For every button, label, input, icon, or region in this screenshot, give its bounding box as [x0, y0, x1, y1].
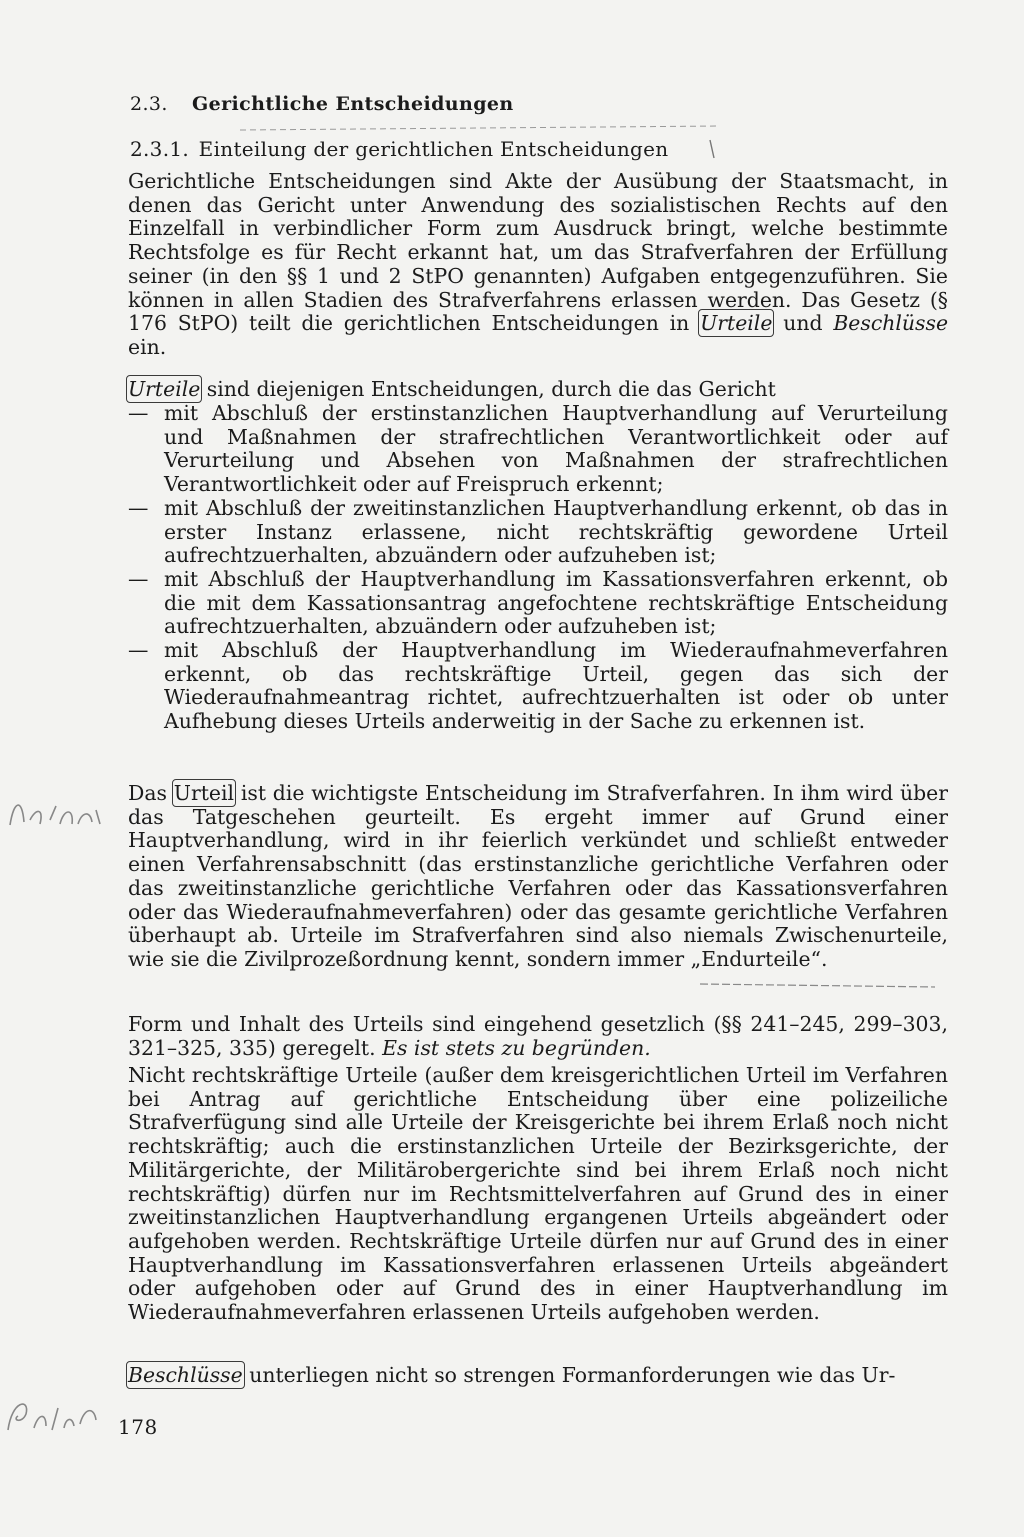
margin-pencil-mark — [0, 790, 120, 840]
urteile-term: Urteile — [128, 377, 201, 401]
underline-pencil-mark — [700, 978, 940, 992]
urteile-definition-text: sind diejenigen Entscheidungen, durch die das Gericht — [206, 377, 776, 401]
urteil-lead: Das — [128, 781, 167, 805]
beschluesse-text: unterliegen nicht so strengen Formanforderungen wie das Ur- — [249, 1363, 896, 1387]
urteil-paragraph — [128, 782, 948, 972]
section-heading — [130, 93, 514, 115]
intro-connector: und — [783, 311, 823, 336]
subsection-title: Einteilung der gerichtlichen Entscheidungen — [198, 137, 669, 161]
urteil-term: Urteil — [173, 781, 235, 805]
form-text: Form und Inhalt des Urteils sind eingehend gesetzlich (§§ 241–245, 299–303, 321–325, 335) geregelt. — [128, 1012, 948, 1060]
rechtskraft-paragraph — [128, 1064, 948, 1325]
urteile-list — [128, 402, 948, 734]
page-number: 178 — [118, 1415, 158, 1439]
list-item: — mit Abschluß der Hauptverhandlung im Kassationsverfahren erkennt, ob die mit dem Kassationsantrag angefochtene rechtskräftige Entscheidung aufrechtzuerhalten, abzuändern oder aufzuheben ist; — [128, 568, 948, 639]
form-italic: Es ist stets zu begründen. — [382, 1035, 651, 1060]
subsection-number: 2.3.1. — [130, 137, 190, 161]
beschluesse-paragraph — [128, 1364, 948, 1388]
underline-pencil-mark — [240, 122, 730, 162]
list-item: — mit Abschluß der erstinstanzlichen Hauptverhandlung auf Verurteilung und Maßnahmen der strafrechtlichen Verantwortlichkeit oder auf Verurteilung und Absehen von Maßnahmen der strafrechtlichen Verantwortlichkeit oder auf Freispruch erkennt; — [128, 402, 948, 497]
beschluesse-term: Beschlüsse — [128, 1363, 243, 1387]
urteil-text: ist die wichtigste Entscheidung im Strafverfahren. In ihm wird über das Tatgeschehen geurteilt. Es ergeht immer auf Grund einer Hauptverhandlung, wird in ihr feierlich verkündet und schließt entweder einen Verfahrensabschnitt (das erstinstanzliche gerichtliche Verfahren oder das zweitinstanzliche gerichtliche Verfahren oder das Kassationsverfahren oder das Wiederaufnahmeverfahren) oder das gesamte gerichtliche Verfahren überhaupt ab. Urteile im Strafverfahren sind also niemals Zwischenurteile, wie sie die Zivilprozeßordnung kennt, sondern immer „Endurteile“. — [128, 781, 948, 971]
section-title: Gerichtliche Entscheidungen — [192, 93, 514, 115]
margin-pencil-mark — [0, 1380, 120, 1450]
rechtskraft-text: Nicht rechtskräftige Urteile (außer dem kreisgerichtlichen Urteil im Verfahren bei Antrag auf gerichtliche Entscheidung über eine polizeiliche Strafverfügung sind alle Urteile der Kreisgerichte bei ihrem Erlaß noch nicht rechtskräftig; auch die erstinstanzlichen Urteile der Bezirksgerichte, der Militärgerichte, der Militärobergerichte sind bei ihrem Erlaß noch nicht rechtskräftig) dürfen nur im Rechtsmittelverfahren auf Grund des in einer zweitinstanzlichen Hauptverhandlung ergangenen Urteils abgeändert oder aufgehoben werden. Rechtskräftige Urteile dürfen nur auf Grund des in einer Hauptverhandlung im Kassationsverfahren erlassenen Urteils abgeändert oder aufgehoben oder auf Grund des in einer Hauptverhandlung im Wiederaufnahmeverfahren erlassenen Urteils aufgehoben werden. — [128, 1063, 948, 1325]
intro-end: ein. — [128, 334, 167, 359]
urteile-definition — [128, 378, 948, 402]
form-paragraph — [128, 1013, 948, 1060]
section-number: 2.3. — [130, 93, 168, 115]
intro-text: Gerichtliche Entscheidungen sind Akte der Ausübung der Staatsmacht, in denen das Gericht unter Anwendung des sozialistischen Rechts auf den Einzelfall in verbindlicher Form zum Ausdruck bringt, welche bestimmte Rechtsfolge es für Recht erkannt hat, um das Strafverfahren der Erfüllung seiner (in den §§ 1 und 2 StPO genannten) Aufgaben entgegenzuführen. Sie können in allen Stadien des Strafverfahrens erlassen werden. Das Gesetz (§ 176 StPO) teilt die gerichtlichen Entscheidungen in — [128, 169, 948, 336]
intro-paragraph — [128, 170, 948, 360]
term-beschluesse: Beschlüsse — [833, 311, 949, 336]
list-item: — mit Abschluß der zweitinstanzlichen Hauptverhandlung erkennt, ob das in erster Instanz erlassene, nicht rechtskräftig gewordene Urteil aufrechtzuerhalten, abzuändern oder aufzuheben ist; — [128, 497, 948, 568]
list-item: — mit Abschluß der Hauptverhandlung im Wiederaufnahmeverfahren erkennt, ob das rechtskräftige Urteil, gegen das sich der Wiederaufnahmeantrag richtet, aufrechtzuerhalten ist oder ob unter Aufhebung dieses Urteils anderweitig in der Sache zu erkennen ist. — [128, 639, 948, 734]
term-urteile: Urteile — [700, 311, 773, 336]
